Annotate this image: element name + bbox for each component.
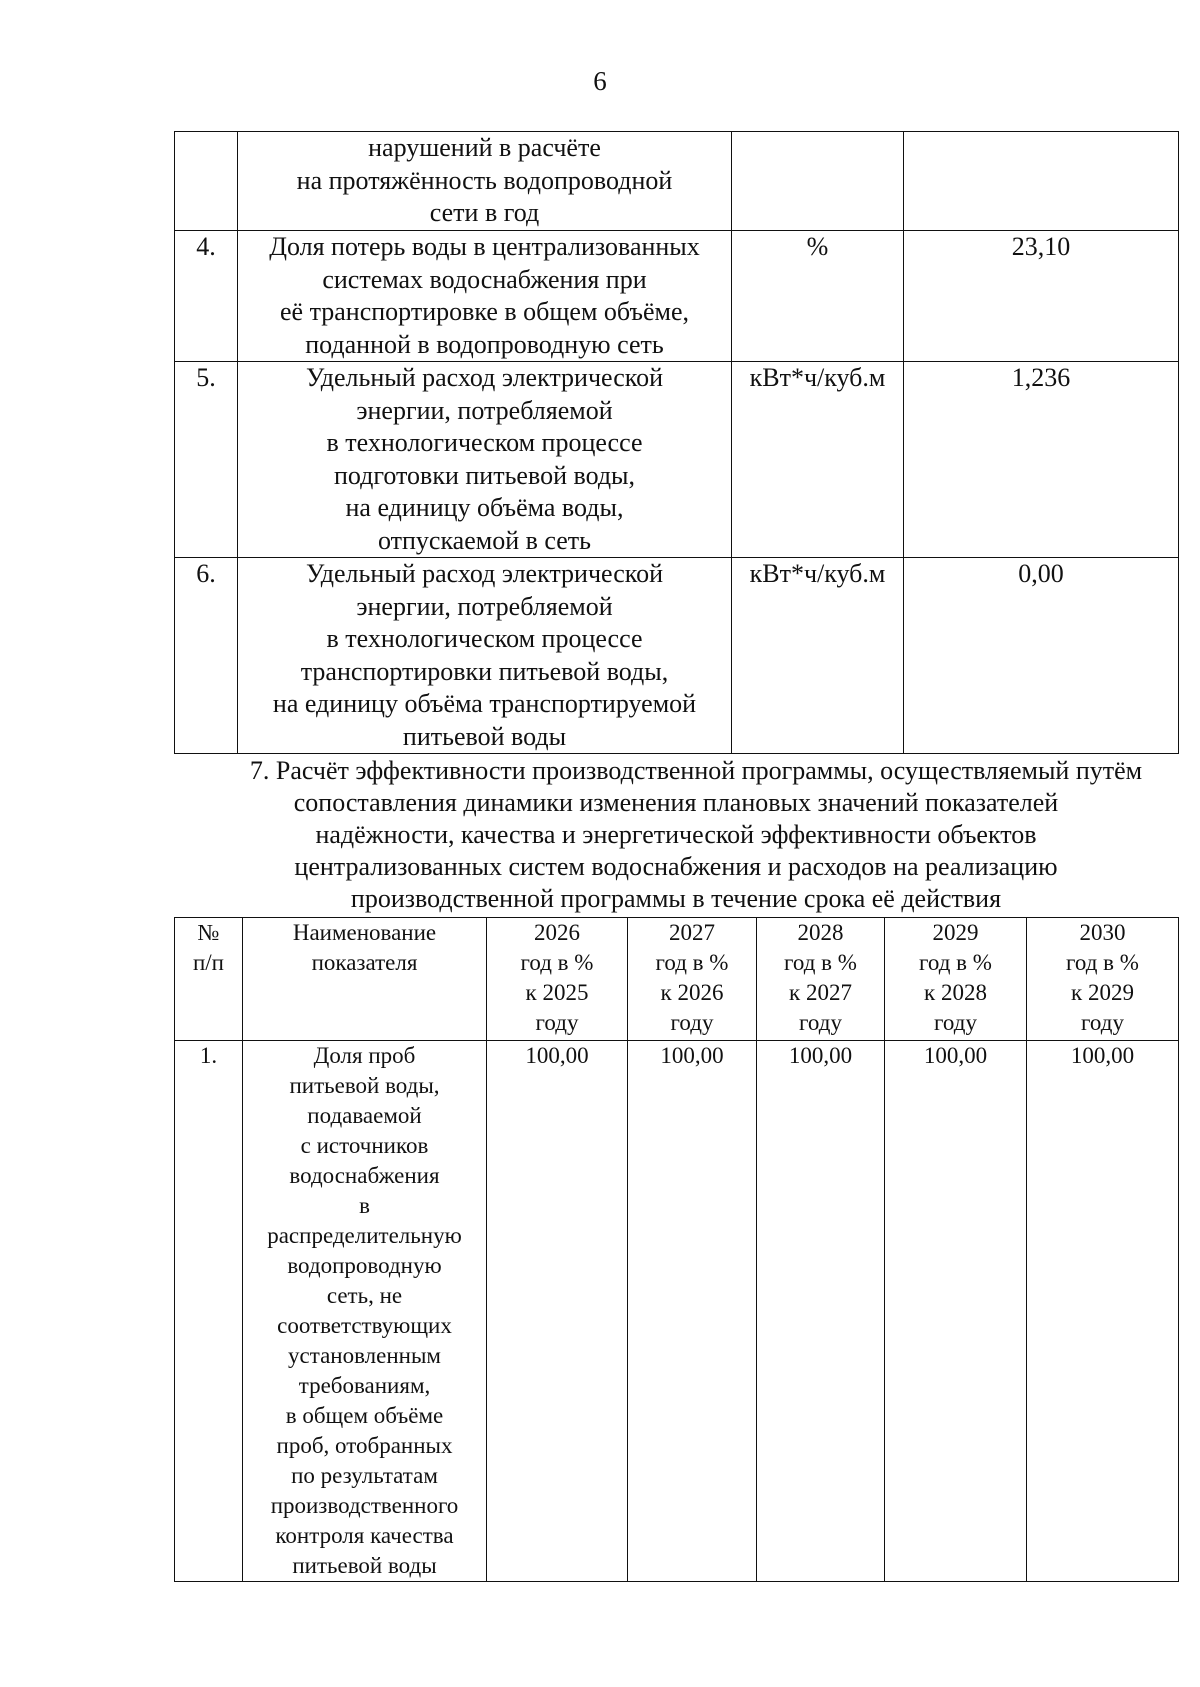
- header-text: 2027: [669, 920, 715, 945]
- indicator-name: [243, 1041, 487, 1582]
- header-year-2027: [628, 918, 757, 1041]
- text-line: требованиям,: [298, 1373, 431, 1398]
- header-text: год в %: [520, 950, 594, 975]
- heading-line: сопоставления динамики изменения плановых значений показателей: [293, 788, 1059, 817]
- table-row: [175, 231, 1179, 362]
- header-text: 2030: [1079, 920, 1126, 945]
- header-text: 2029: [932, 920, 979, 945]
- header-text: год в %: [1066, 950, 1139, 975]
- text-line: питьевой воды: [292, 1553, 437, 1578]
- text-line: на протяжённость водопроводной: [296, 165, 673, 195]
- value-2026: 100,00: [487, 1041, 628, 1582]
- text-line: сеть, не: [326, 1283, 403, 1308]
- text-line: подаваемой: [307, 1103, 422, 1128]
- text-line: Удельный расход электрической: [305, 363, 663, 392]
- indicator-value: [904, 132, 1179, 231]
- indicators-table: [174, 131, 1179, 754]
- header-year-2028: [757, 918, 885, 1041]
- header-text: к 2028: [924, 980, 987, 1005]
- header-text: год в %: [784, 950, 857, 975]
- indicator-name: [238, 362, 732, 558]
- header-text: к 2025: [525, 980, 589, 1005]
- indicator-unit: [732, 132, 904, 231]
- header-text: п/п: [192, 950, 224, 975]
- heading-line: 7. Расчёт эффективности производственной программы, осуществляемый путём: [249, 756, 1143, 785]
- text-line: в: [359, 1193, 370, 1218]
- header-year-2026: [487, 918, 628, 1041]
- efficiency-table: [174, 917, 1179, 1582]
- header-year-2030: [1027, 918, 1179, 1041]
- text-line: Доля проб: [313, 1043, 416, 1068]
- row-number: 5.: [175, 362, 238, 558]
- text-line: Удельный расход электрической: [305, 559, 663, 588]
- text-line: водоснабжения: [289, 1163, 440, 1188]
- table-row: [175, 132, 1179, 231]
- indicator-unit: кВт*ч/куб.м: [732, 558, 904, 754]
- text-line: Доля потерь воды в централизованных: [269, 232, 700, 261]
- heading-line: производственной программы в течение срока её действия: [350, 884, 1002, 913]
- text-line: распределительную: [267, 1223, 462, 1248]
- text-line: в технологическом процессе: [326, 428, 643, 457]
- header-text: к 2026: [660, 980, 724, 1005]
- page-number: 6: [593, 66, 607, 96]
- header-text: год в %: [919, 950, 992, 975]
- indicator-name: [238, 558, 732, 754]
- text-line: контроля качества: [275, 1523, 454, 1548]
- text-line: поданной в водопроводную сеть: [305, 329, 664, 359]
- text-line: отпускаемой в сеть: [377, 525, 592, 555]
- table-row: [175, 1041, 1179, 1582]
- text-line: сети в год: [429, 198, 540, 227]
- table-row: [175, 558, 1179, 754]
- row-number: [175, 132, 238, 231]
- table-header-row: [175, 918, 1179, 1041]
- header-text: №: [197, 920, 220, 945]
- header-text: год в %: [655, 950, 729, 975]
- indicator-unit: %: [732, 231, 904, 362]
- text-line: её транспортировке в общем объёме,: [280, 297, 689, 326]
- header-name: [243, 918, 487, 1041]
- header-text: Наименование: [292, 920, 437, 945]
- table-row: [175, 362, 1179, 558]
- value-2028: 100,00: [757, 1041, 885, 1582]
- heading-line: надёжности, качества и энергетической эффективности объектов: [315, 820, 1037, 849]
- header-text: к 2029: [1071, 980, 1134, 1005]
- header-text: 2026: [534, 920, 580, 945]
- header-text: году: [535, 1010, 579, 1035]
- indicator-value: 1,236: [904, 362, 1179, 558]
- text-line: на единицу объёма воды,: [345, 493, 624, 522]
- header-text: году: [670, 1010, 714, 1035]
- text-line: транспортировки питьевой воды,: [300, 656, 669, 686]
- text-line: энергии, потребляемой: [356, 591, 613, 621]
- indicator-name: [238, 132, 732, 231]
- indicator-unit: кВт*ч/куб.м: [732, 362, 904, 558]
- text-line: подготовки питьевой воды,: [333, 460, 636, 490]
- text-line: проб, отобранных: [276, 1433, 453, 1458]
- text-line: системах водоснабжения при: [322, 264, 647, 294]
- header-text: 2028: [797, 920, 844, 945]
- text-line: питьевой воды,: [289, 1073, 440, 1098]
- header-text: к 2027: [789, 980, 852, 1005]
- text-line: с источников: [300, 1133, 429, 1158]
- text-line: соответствующих: [277, 1313, 452, 1338]
- heading-line: централизованных систем водоснабжения и расходов на реализацию: [294, 852, 1058, 881]
- text-line: производственного: [270, 1493, 459, 1518]
- row-number: 4.: [175, 231, 238, 362]
- text-line: по результатам: [291, 1463, 438, 1488]
- indicator-name: [238, 231, 732, 362]
- value-2030: 100,00: [1027, 1041, 1179, 1582]
- text-line: нарушений в расчёте: [368, 133, 601, 162]
- indicator-value: 23,10: [904, 231, 1179, 362]
- header-text: показателя: [311, 950, 418, 975]
- row-number: 1.: [175, 1041, 243, 1582]
- header-text: году: [1081, 1010, 1124, 1035]
- header-text: году: [799, 1010, 842, 1035]
- header-year-2029: [885, 918, 1027, 1041]
- indicator-value: 0,00: [904, 558, 1179, 754]
- text-line: установленным: [288, 1343, 441, 1368]
- header-num: [175, 918, 243, 1041]
- section-heading: [174, 755, 1178, 915]
- value-2029: 100,00: [885, 1041, 1027, 1582]
- row-number: 6.: [175, 558, 238, 754]
- text-line: на единицу объёма транспортируемой: [272, 689, 697, 718]
- text-line: водопроводную: [287, 1253, 442, 1278]
- text-line: питьевой воды: [402, 721, 567, 751]
- text-line: энергии, потребляемой: [356, 395, 613, 425]
- header-text: году: [934, 1010, 977, 1035]
- text-line: в общем объёме: [285, 1403, 444, 1428]
- value-2027: 100,00: [628, 1041, 757, 1582]
- text-line: в технологическом процессе: [326, 624, 643, 653]
